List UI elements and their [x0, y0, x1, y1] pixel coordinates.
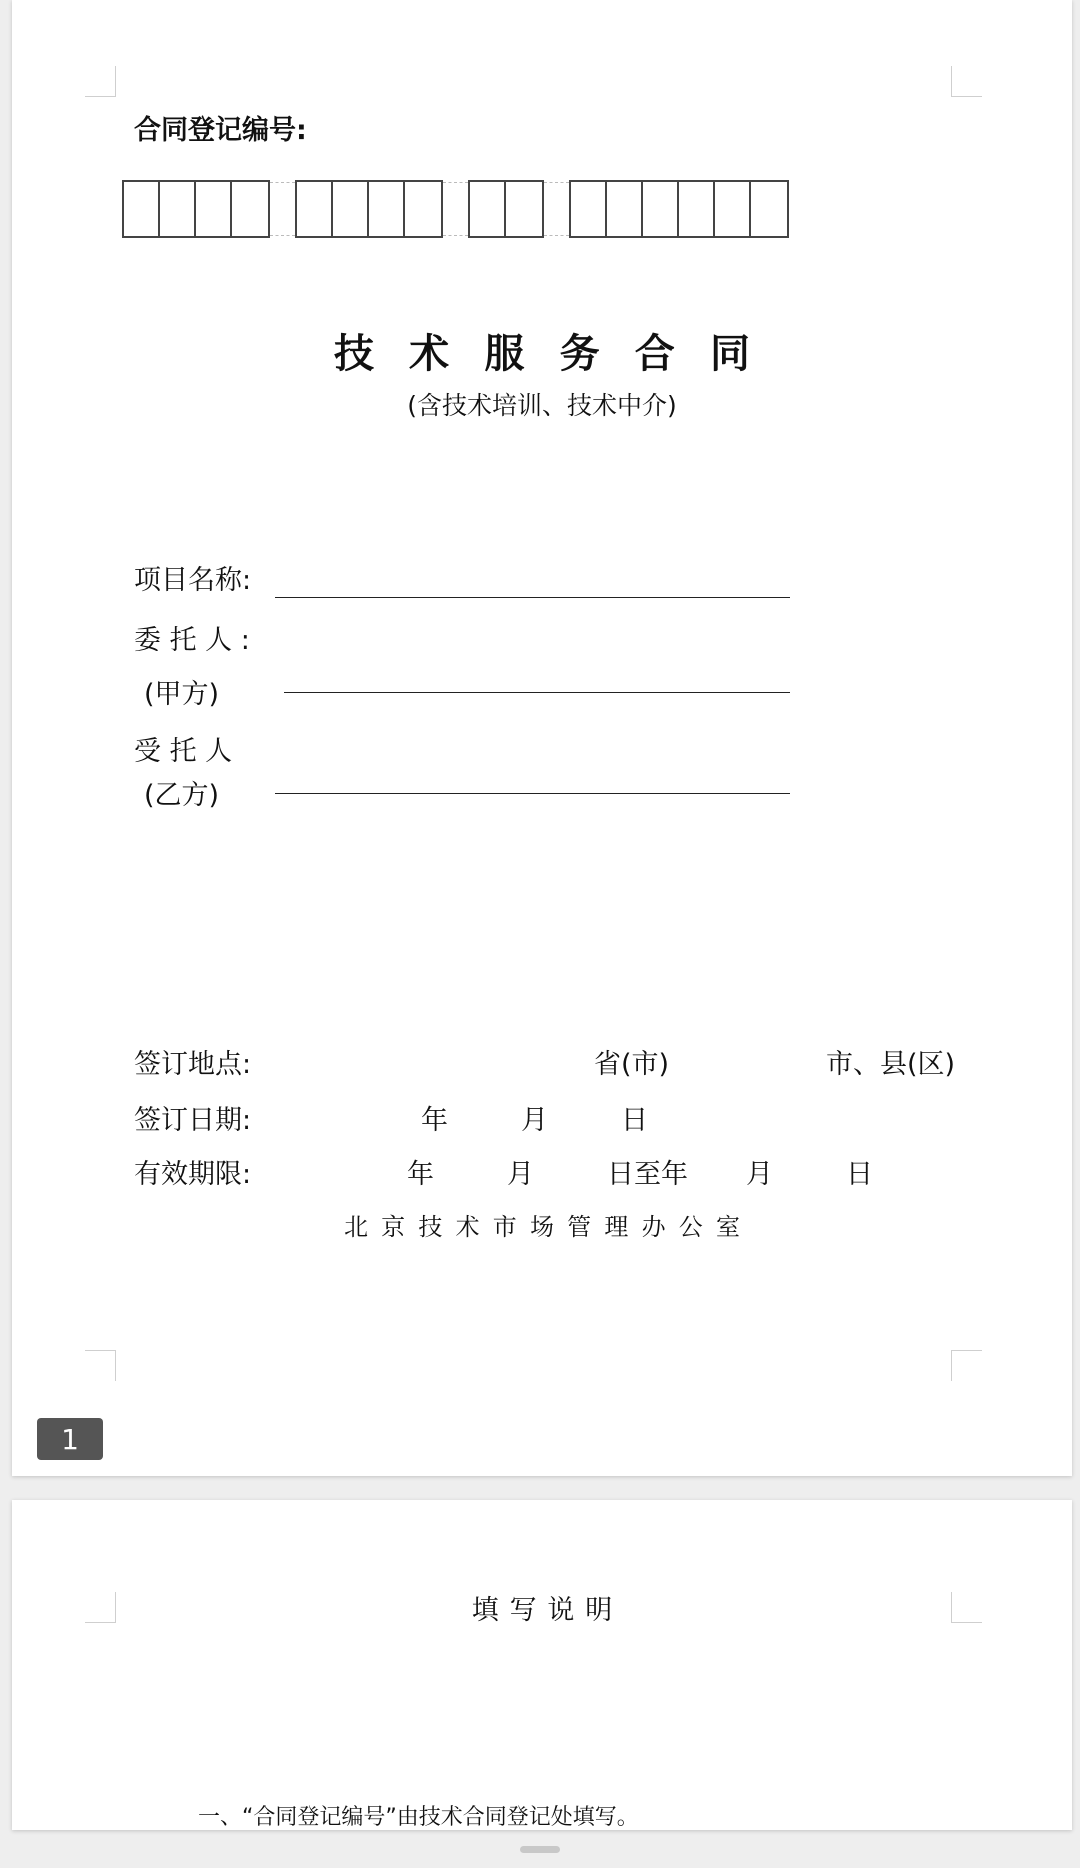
registration-group-separator: [443, 182, 468, 236]
sign-date-day: 日: [621, 1105, 648, 1136]
contract-title: 技术服务合同: [333, 331, 786, 377]
validity-start-month: 月: [507, 1159, 534, 1190]
party-a-label: (甲方): [144, 679, 220, 710]
registration-digit-box: [571, 182, 607, 236]
issuing-office: 北京技术市场管理办公室: [343, 1213, 754, 1241]
trustee-label: 受 托 人: [134, 736, 233, 767]
registration-digit-box: [196, 182, 232, 236]
registration-group-separator: [544, 182, 569, 236]
registration-box-group: [569, 180, 789, 238]
registration-digit-box: [470, 182, 506, 236]
registration-digit-box: [160, 182, 196, 236]
city-county-label: 市、县(区): [826, 1049, 956, 1080]
margin-corner-mark: [951, 1350, 982, 1381]
validity-day-to-year: 日至年: [607, 1159, 688, 1190]
registration-number-label: 合同登记编号:: [134, 115, 307, 146]
sign-date-month: 月: [521, 1105, 548, 1136]
validity-end-day: 日: [846, 1159, 873, 1190]
province-label: 省(市): [594, 1049, 670, 1080]
document-page-1: [12, 0, 1072, 1476]
registration-box-group: [468, 180, 544, 238]
registration-digit-box: [333, 182, 369, 236]
page-number-badge: 1: [37, 1418, 103, 1460]
margin-corner-mark: [85, 66, 116, 97]
margin-corner-mark: [951, 66, 982, 97]
project-name-line: [275, 597, 790, 598]
project-name-label: 项目名称:: [134, 565, 252, 596]
contract-subtitle: (含技术培训、技术中介): [407, 391, 677, 420]
party-b-label: (乙方): [144, 780, 220, 811]
scroll-handle[interactable]: [520, 1846, 560, 1853]
registration-digit-box: [751, 182, 787, 236]
party-a-line: [284, 692, 790, 693]
registration-box-group: [122, 180, 270, 238]
sign-date-label: 签订日期:: [134, 1105, 252, 1136]
registration-number-boxes: [122, 180, 789, 238]
margin-corner-mark: [85, 1350, 116, 1381]
registration-digit-box: [405, 182, 441, 236]
validity-start-year: 年: [407, 1159, 434, 1190]
registration-digit-box: [506, 182, 542, 236]
validity-end-month: 月: [746, 1159, 773, 1190]
registration-group-separator: [270, 182, 295, 236]
sign-place-label: 签订地点:: [134, 1049, 252, 1080]
registration-digit-box: [679, 182, 715, 236]
registration-digit-box: [643, 182, 679, 236]
registration-digit-box: [297, 182, 333, 236]
validity-label: 有效期限:: [134, 1159, 252, 1190]
registration-digit-box: [715, 182, 751, 236]
client-label: 委 托 人 :: [134, 625, 250, 656]
registration-digit-box: [232, 182, 268, 236]
registration-digit-box: [369, 182, 405, 236]
registration-box-group: [295, 180, 443, 238]
party-b-line: [275, 793, 790, 794]
registration-digit-box: [124, 182, 160, 236]
registration-digit-box: [607, 182, 643, 236]
fill-instruction-item: 一、“合同登记编号”由技术合同登记处填写。: [198, 1805, 639, 1830]
fill-instructions-title: 填写说明: [471, 1595, 623, 1626]
document-page-2: [12, 1500, 1072, 1830]
sign-date-year: 年: [421, 1105, 448, 1136]
